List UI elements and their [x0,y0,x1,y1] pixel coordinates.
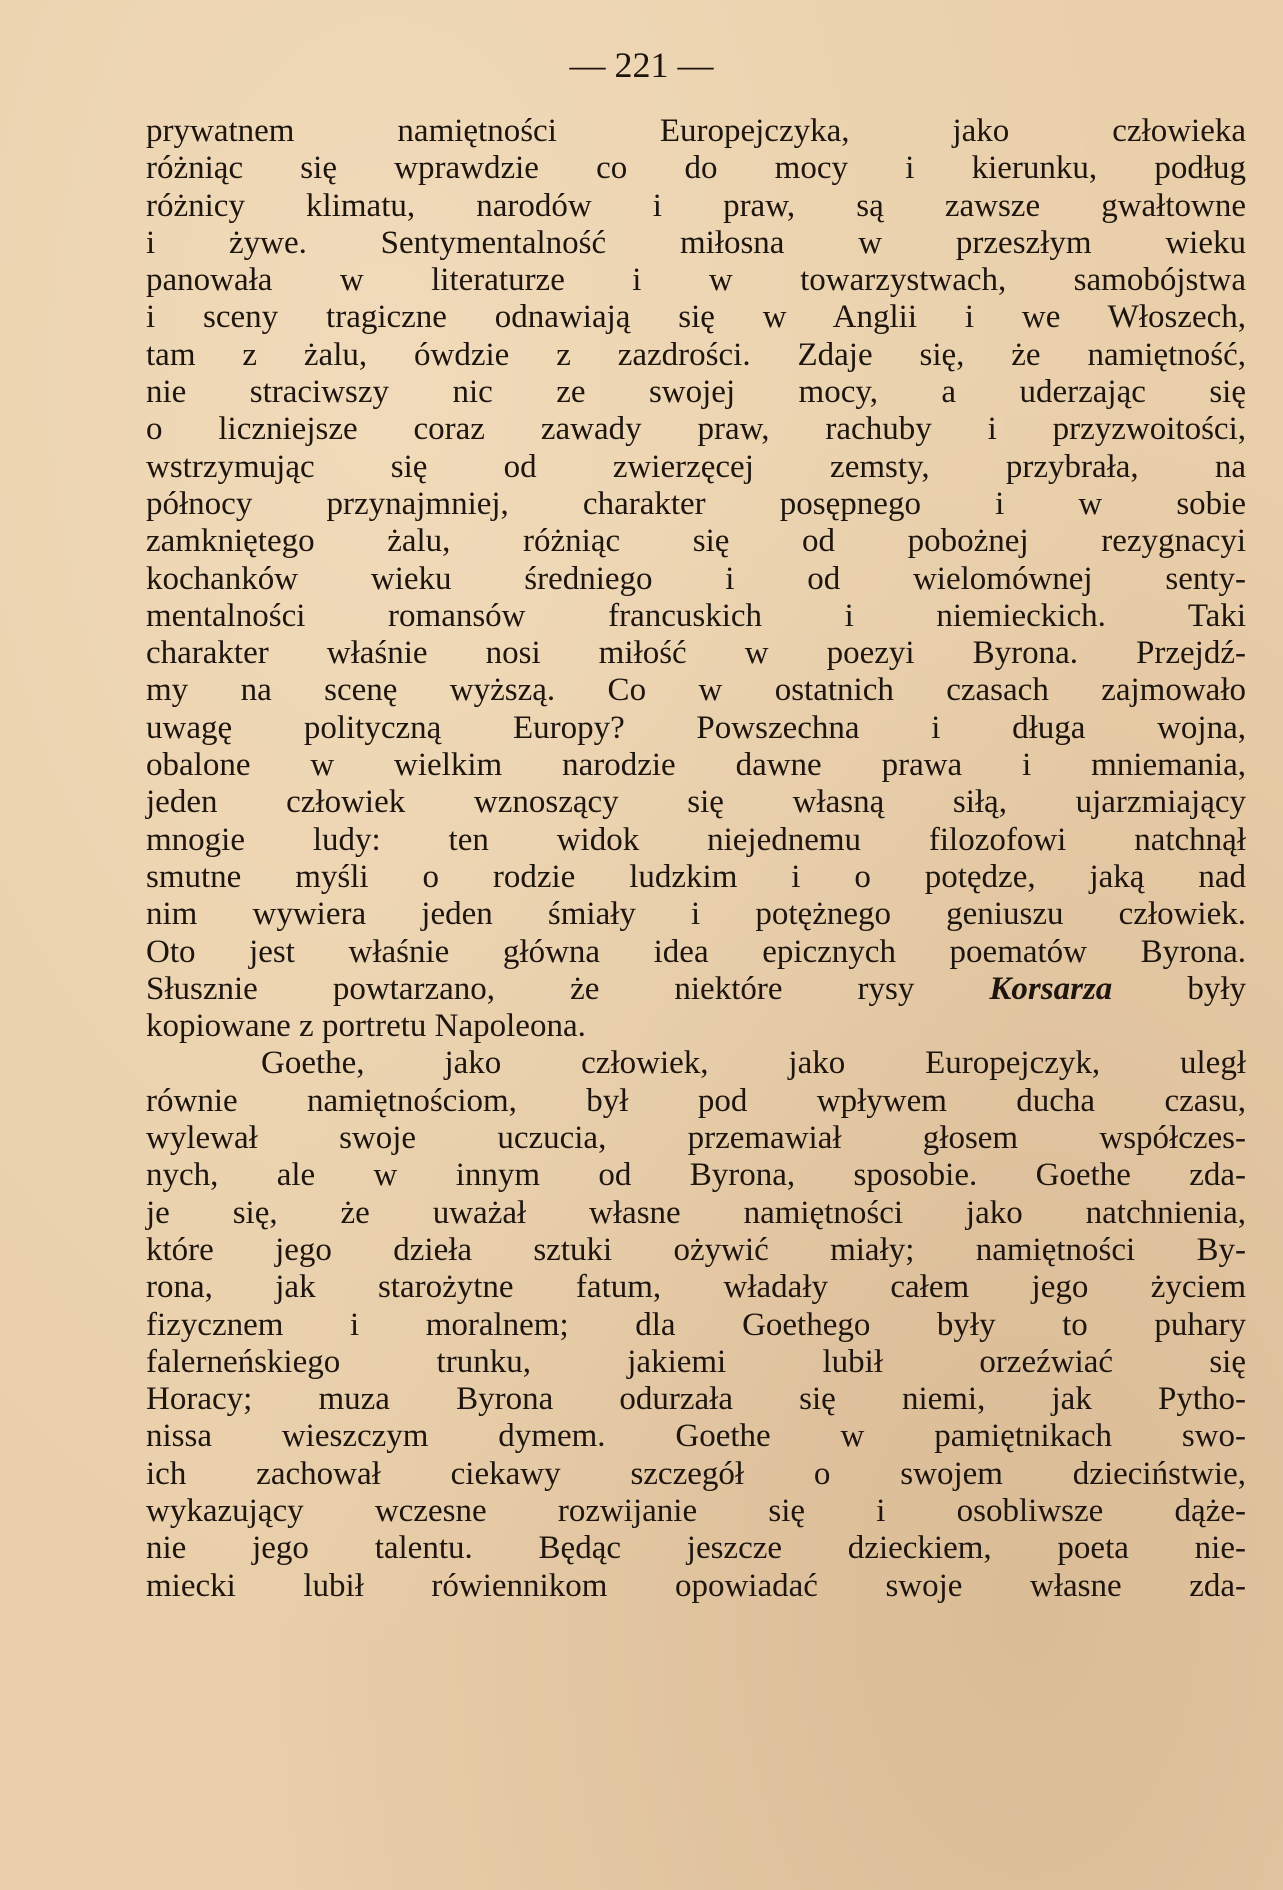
text-line: kochanków wieku średniego i od wielomównej senty- [146,560,1246,597]
text-segment: Słusznie powtarzano, że niektóre rysy [146,970,990,1007]
text-line: miecki lubił rówiennikom opowiadać swoje własne zda- [146,1567,1246,1604]
text-line: my na scenę wyższą. Co w ostatnich czasach zajmowało [146,672,1246,709]
text-line: Horacy; muza Byrona odurzała się niemi, jak Pytho- [146,1381,1246,1418]
text-line: je się, że uważał własne namiętności jako natchnienia, [146,1194,1246,1231]
text-line: wykazujący wczesne rozwijanie się i osobliwsze dąże- [146,1492,1246,1529]
text-line: nim wywiera jeden śmiały i potężnego geniuszu człowiek. [146,896,1246,933]
text-segment: były [1112,970,1246,1007]
text-line: rona, jak starożytne fatum, władały całem jego życiem [146,1269,1246,1306]
text-line: nie jego talentu. Będąc jeszcze dzieckiem, poeta nie- [146,1530,1246,1567]
text-line: falerneńskiego trunku, jakiemi lubił orzeźwiać się [146,1343,1246,1380]
text-line: które jego dzieła sztuki ożywić miały; namiętności By- [146,1231,1246,1268]
text-line: jeden człowiek wznoszący się własną siłą, ujarzmiający [146,784,1246,821]
text-line: panowała w literaturze i w towarzystwach, samobójstwa [146,262,1246,299]
body-text [146,113,1246,1605]
text-line: o liczniejsze coraz zawady praw, rachuby i przyzwoitości, [146,411,1246,448]
text-line: mentalności romansów francuskich i niemieckich. Taki [146,597,1246,634]
text-line: różniąc się wprawdzie co do mocy i kierunku, podług [146,150,1246,187]
text-line: fizycznem i moralnem; dla Goethego były to puhary [146,1306,1246,1343]
text-line: uwagę polityczną Europy? Powszechna i długa wojna, [146,709,1246,746]
text-line: wstrzymując się od zwierzęcej zemsty, przybrała, na [146,448,1246,485]
text-line: zamkniętego żalu, różniąc się od pobożnej rezygnacyi [146,523,1246,560]
italic-title: Korsarza [989,970,1113,1007]
text-line-with-italic [146,971,1246,1008]
text-line: Oto jest właśnie główna idea epicznych poematów Byrona. [146,933,1246,970]
text-line: nissa wieszczym dymem. Goethe w pamiętnikach swo- [146,1418,1246,1455]
text-line: mnogie ludy: ten widok niejednemu filozofowi natchnął [146,821,1246,858]
text-line: nych, ale w innym od Byrona, sposobie. Goethe zda- [146,1157,1246,1194]
text-line: prywatnem namiętności Europejczyka, jako człowieka [146,113,1246,149]
text-line: smutne myśli o rodzie ludzkim i o potędze, jaką nad [146,858,1246,895]
text-line: charakter właśnie nosi miłość w poezyi Byrona. Przejdź- [146,635,1246,672]
page-number: — 221 — [569,45,714,85]
text-line: wylewał swoje uczucia, przemawiał głosem współczes- [146,1120,1246,1157]
paragraph-end-line: kopiowane z portretu Napoleona. [146,1008,586,1045]
text-line: równie namiętnościom, był pod wpływem ducha czasu, [146,1082,1246,1119]
text-line: tam z żalu, ówdzie z zazdrości. Zdaje się, że namiętność, [146,336,1246,373]
text-line: obalone w wielkim narodzie dawne prawa i mniemania, [146,747,1246,784]
text-line: i sceny tragiczne odnawiają się w Anglii i we Włoszech, [146,299,1246,336]
text-line: ich zachował ciekawy szczegół o swojem dzieciństwie, [146,1455,1246,1492]
text-line: różnicy klimatu, narodów i praw, są zawsze gwałtowne [146,187,1246,224]
paragraph-start-line: Goethe, jako człowiek, jako Europejczyk, uległ [261,1045,1246,1082]
text-line: północy przynajmniej, charakter posępnego i w sobie [146,485,1246,522]
text-line: i żywe. Sentymentalność miłosna w przeszłym wieku [146,224,1246,261]
text-line: nie straciwszy nic ze swojej mocy, a uderzając się [146,374,1246,411]
